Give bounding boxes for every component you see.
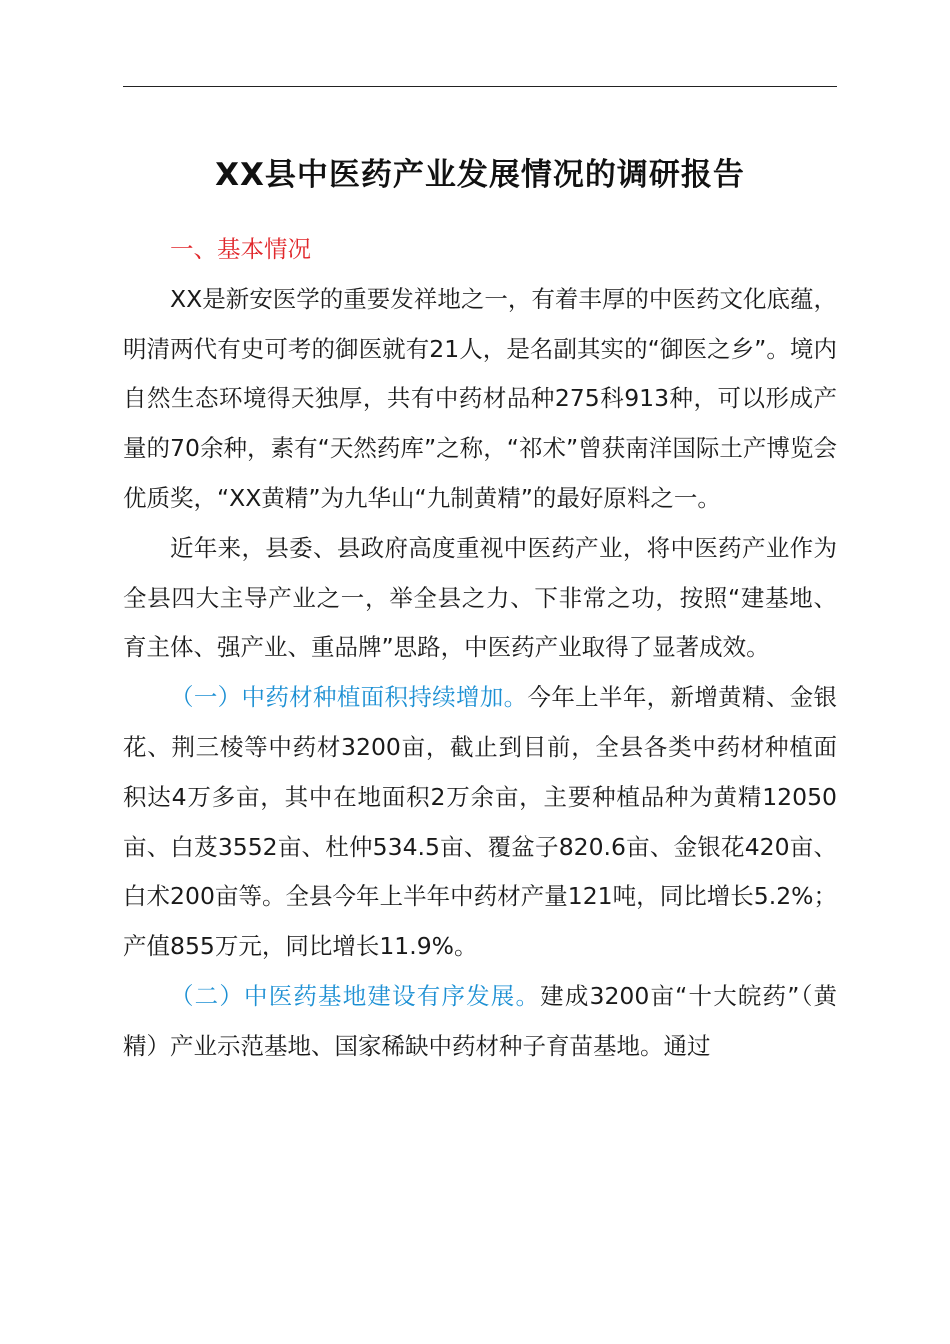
paragraph-recent-years: 近年来，县委、县政府高度重视中医药产业，将中医药产业作为全县四大主导产业之一，举全县之力、下非常之功，按照“建基地、育主体、强产业、重品牌”思路，中医药产业取得了显著成效。	[123, 533, 837, 662]
paragraph-item-1	[123, 673, 837, 972]
section-heading-basic-situation: 一、基本情况	[170, 235, 311, 263]
item-2-text: 建成3200亩“十大皖药”（黄精）产业示范基地、国家稀缺中药材种子育苗基地。通过	[123, 981, 838, 1060]
item-1-text: 今年上半年，新增黄精、金银花、荆三棱等中药材3200亩，截止到目前，全县各类中药材种植面积达4万多亩，其中在地面积2万余亩，主要种植品种为黄精12050亩、白芨3552亩、杜仲534.5亩、覆盆子820.6亩、金银花420亩、白术200亩等。全县今年上半年中药材产量121吨，同比增长5.2%；产值855万元，同比增长11.9%。	[123, 683, 837, 961]
header-rule	[123, 86, 837, 87]
paragraph-history: XX是新安医学的重要发祥地之一，有着丰厚的中医药文化底蕴，明清两代有史可考的御医就有21人，是名副其实的“御医之乡”。境内自然生态环境得天独厚，共有中药材品种275科913种，可以形成产量的70余种，素有“天然药库”之称，“祁术”曾获南洋国际土产博览会优质奖，“XX黄精”为九华山“九制黄精”的最好原料之一。	[123, 284, 837, 512]
paragraph-item-2	[123, 972, 837, 1072]
subsection-heading-base-construction: （二）中医药基地建设有序发展。	[170, 981, 541, 1010]
subsection-heading-planting-area: （一）中药材种植面积持续增加。	[170, 683, 528, 712]
document-title: XX县中医药产业发展情况的调研报告	[215, 157, 745, 193]
document-body	[123, 225, 837, 1072]
